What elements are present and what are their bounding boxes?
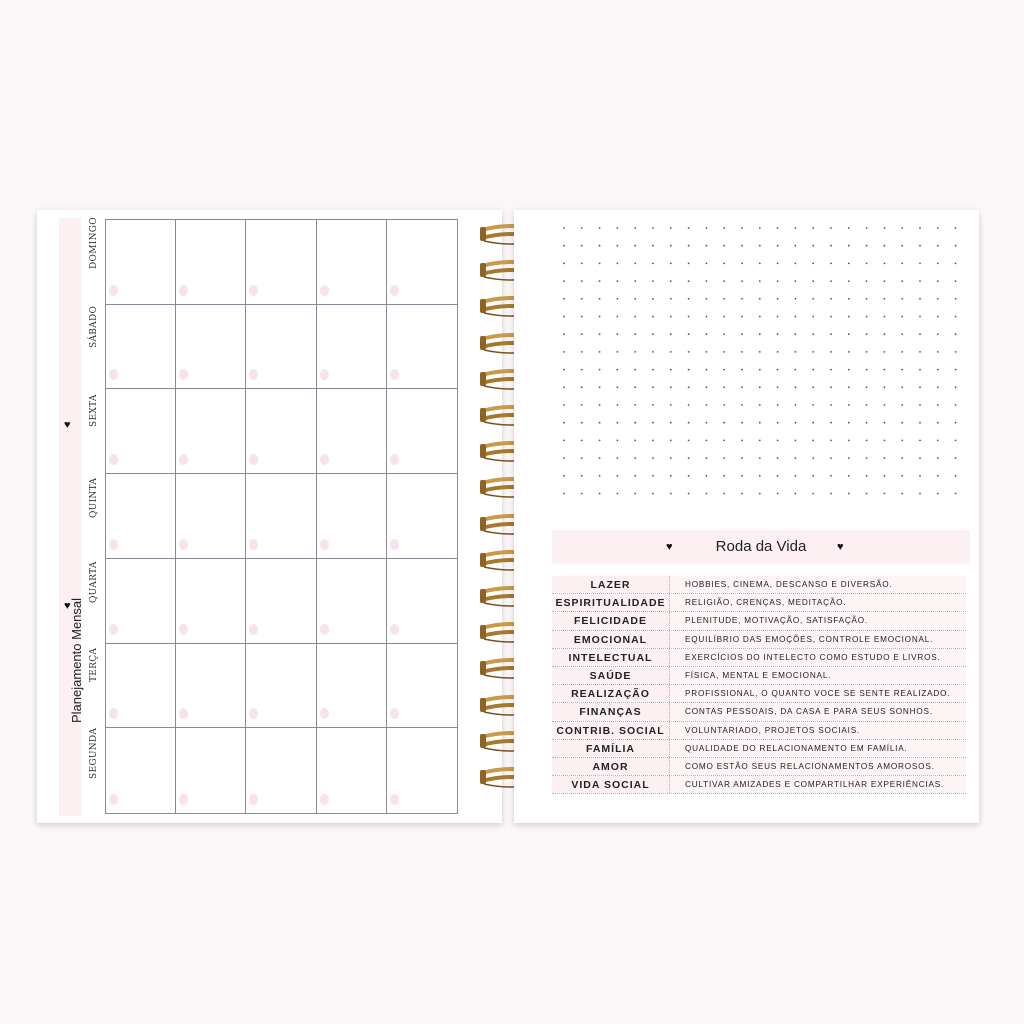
life-area-row xyxy=(552,758,966,776)
heart-icon: ♥ xyxy=(64,600,71,612)
life-area-description: PLENITUDE, MOTIVAÇÃO, SATISFAÇÃO. xyxy=(670,612,966,629)
heart-icon: ♥ xyxy=(64,419,71,431)
life-area-description: HOBBIES, CINEMA, DESCANSO E DIVERSÃO. xyxy=(670,576,966,593)
section-banner xyxy=(552,530,970,564)
date-marker-dot xyxy=(249,369,258,380)
day-label-text: DOMINGO xyxy=(89,217,99,270)
date-marker-dot xyxy=(109,539,118,550)
date-marker-dot xyxy=(179,708,188,719)
date-marker-dot xyxy=(390,539,399,550)
heart-icon: ♥ xyxy=(837,541,844,553)
life-area-row xyxy=(552,776,966,794)
calendar-cell[interactable] xyxy=(317,220,387,305)
life-area-description: FÍSICA, MENTAL E EMOCIONAL. xyxy=(670,667,966,684)
calendar-cell[interactable] xyxy=(387,559,457,644)
date-marker-dot xyxy=(249,794,258,805)
date-marker-dot xyxy=(390,708,399,719)
calendar-cell[interactable] xyxy=(246,220,316,305)
page-title: Planejamento Mensal xyxy=(69,597,84,723)
date-marker-dot xyxy=(249,539,258,550)
calendar-cell[interactable] xyxy=(246,389,316,474)
date-marker-dot xyxy=(249,624,258,635)
title-strip xyxy=(59,218,84,816)
life-area-description: CULTIVAR AMIZADES E COMPARTILHAR EXPERIÊNCIAS. xyxy=(670,776,966,793)
dot-grid xyxy=(554,220,974,500)
life-area-name: INTELECTUAL xyxy=(552,649,670,666)
day-label-text: SEGUNDA xyxy=(89,727,99,780)
date-marker-dot xyxy=(179,624,188,635)
calendar-cell[interactable] xyxy=(317,305,387,390)
calendar-cell[interactable] xyxy=(246,305,316,390)
calendar-cell[interactable] xyxy=(176,644,246,729)
life-area-name: FELICIDADE xyxy=(552,612,670,629)
calendar-cell[interactable] xyxy=(176,559,246,644)
life-area-name: EMOCIONAL xyxy=(552,631,670,648)
life-area-name: ESPIRITUALIDADE xyxy=(552,594,670,611)
life-area-description: CONTAS PESSOAIS, DA CASA E PARA SEUS SONHOS. xyxy=(670,703,966,720)
life-area-description: RELIGIÃO, CRENÇAS, MEDITAÇÃO. xyxy=(670,594,966,611)
day-label-text: TERÇA xyxy=(89,647,99,682)
life-area-name: REALIZAÇÃO xyxy=(552,685,670,702)
date-marker-dot xyxy=(249,285,258,296)
date-marker-dot xyxy=(109,794,118,805)
life-areas-table xyxy=(552,576,966,794)
roda-da-vida-page xyxy=(514,210,979,823)
life-area-description: PROFISSIONAL, O QUANTO VOCE SE SENTE REALIZADO. xyxy=(670,685,966,702)
life-area-name: CONTRIB. SOCIAL xyxy=(552,722,670,739)
date-marker-dot xyxy=(249,454,258,465)
calendar-cell[interactable] xyxy=(246,474,316,559)
calendar-cell[interactable] xyxy=(246,559,316,644)
calendar-cell[interactable] xyxy=(317,559,387,644)
calendar-cell[interactable] xyxy=(317,389,387,474)
life-area-row xyxy=(552,576,966,594)
date-marker-dot xyxy=(109,285,118,296)
date-marker-dot xyxy=(109,454,118,465)
date-marker-dot xyxy=(109,624,118,635)
life-area-name: SAÚDE xyxy=(552,667,670,684)
life-area-row xyxy=(552,685,966,703)
calendar-cell[interactable] xyxy=(246,728,316,813)
calendar-cell[interactable] xyxy=(317,728,387,813)
date-marker-dot xyxy=(320,708,329,719)
calendar-grid xyxy=(105,219,458,814)
calendar-cell[interactable] xyxy=(106,389,176,474)
date-marker-dot xyxy=(390,794,399,805)
date-marker-dot xyxy=(320,624,329,635)
calendar-cell[interactable] xyxy=(317,474,387,559)
calendar-cell[interactable] xyxy=(176,728,246,813)
calendar-cell[interactable] xyxy=(387,389,457,474)
date-marker-dot xyxy=(109,369,118,380)
day-label-text: QUARTA xyxy=(89,561,99,603)
life-area-row xyxy=(552,703,966,721)
calendar-cell[interactable] xyxy=(106,220,176,305)
life-area-row xyxy=(552,631,966,649)
date-marker-dot xyxy=(320,369,329,380)
life-area-description: EQUILÍBRIO DAS EMOÇÕES, CONTROLE EMOCIONAL. xyxy=(670,631,966,648)
calendar-cell[interactable] xyxy=(106,728,176,813)
life-area-row xyxy=(552,649,966,667)
day-label-text: QUINTA xyxy=(89,477,99,518)
calendar-cell[interactable] xyxy=(387,474,457,559)
date-marker-dot xyxy=(320,454,329,465)
calendar-cell[interactable] xyxy=(176,389,246,474)
life-area-row xyxy=(552,594,966,612)
calendar-cell[interactable] xyxy=(106,644,176,729)
date-marker-dot xyxy=(390,454,399,465)
life-area-name: FINANÇAS xyxy=(552,703,670,720)
monthly-planner-page xyxy=(37,210,502,823)
calendar-cell[interactable] xyxy=(387,644,457,729)
date-marker-dot xyxy=(179,794,188,805)
calendar-cell[interactable] xyxy=(387,220,457,305)
heart-icon: ♥ xyxy=(666,541,673,553)
life-area-description: EXERCÍCIOS DO INTELECTO COMO ESTUDO E LIVROS. xyxy=(670,649,966,666)
date-marker-dot xyxy=(179,454,188,465)
date-marker-dot xyxy=(320,794,329,805)
date-marker-dot xyxy=(320,539,329,550)
section-title: Roda da Vida xyxy=(715,538,807,555)
life-area-row xyxy=(552,722,966,740)
life-area-description: QUALIDADE DO RELACIONAMENTO EM FAMÍLIA. xyxy=(670,740,966,757)
date-marker-dot xyxy=(320,285,329,296)
date-marker-dot xyxy=(249,708,258,719)
life-area-name: VIDA SOCIAL xyxy=(552,776,670,793)
date-marker-dot xyxy=(179,369,188,380)
calendar-cell[interactable] xyxy=(176,220,246,305)
day-label-text: SEXTA xyxy=(89,393,99,427)
day-label-text: SÁBADO xyxy=(89,305,99,348)
date-marker-dot xyxy=(109,708,118,719)
life-area-name: FAMÍLIA xyxy=(552,740,670,757)
date-marker-dot xyxy=(390,624,399,635)
calendar-cell[interactable] xyxy=(387,305,457,390)
date-marker-dot xyxy=(179,285,188,296)
life-area-description: VOLUNTARIADO, PROJETOS SOCIAIS. xyxy=(670,722,966,739)
calendar-cell[interactable] xyxy=(106,559,176,644)
life-area-name: AMOR xyxy=(552,758,670,775)
life-area-row xyxy=(552,667,966,685)
calendar-cell[interactable] xyxy=(106,474,176,559)
date-marker-dot xyxy=(179,539,188,550)
life-area-name: LAZER xyxy=(552,576,670,593)
calendar-cell[interactable] xyxy=(317,644,387,729)
life-area-description: COMO ESTÃO SEUS RELACIONAMENTOS AMOROSOS. xyxy=(670,758,966,775)
calendar-cell[interactable] xyxy=(176,474,246,559)
life-area-row xyxy=(552,612,966,630)
date-marker-dot xyxy=(390,369,399,380)
life-area-row xyxy=(552,740,966,758)
date-marker-dot xyxy=(390,285,399,296)
calendar-cell[interactable] xyxy=(176,305,246,390)
calendar-cell[interactable] xyxy=(246,644,316,729)
calendar-cell[interactable] xyxy=(106,305,176,390)
calendar-cell[interactable] xyxy=(387,728,457,813)
